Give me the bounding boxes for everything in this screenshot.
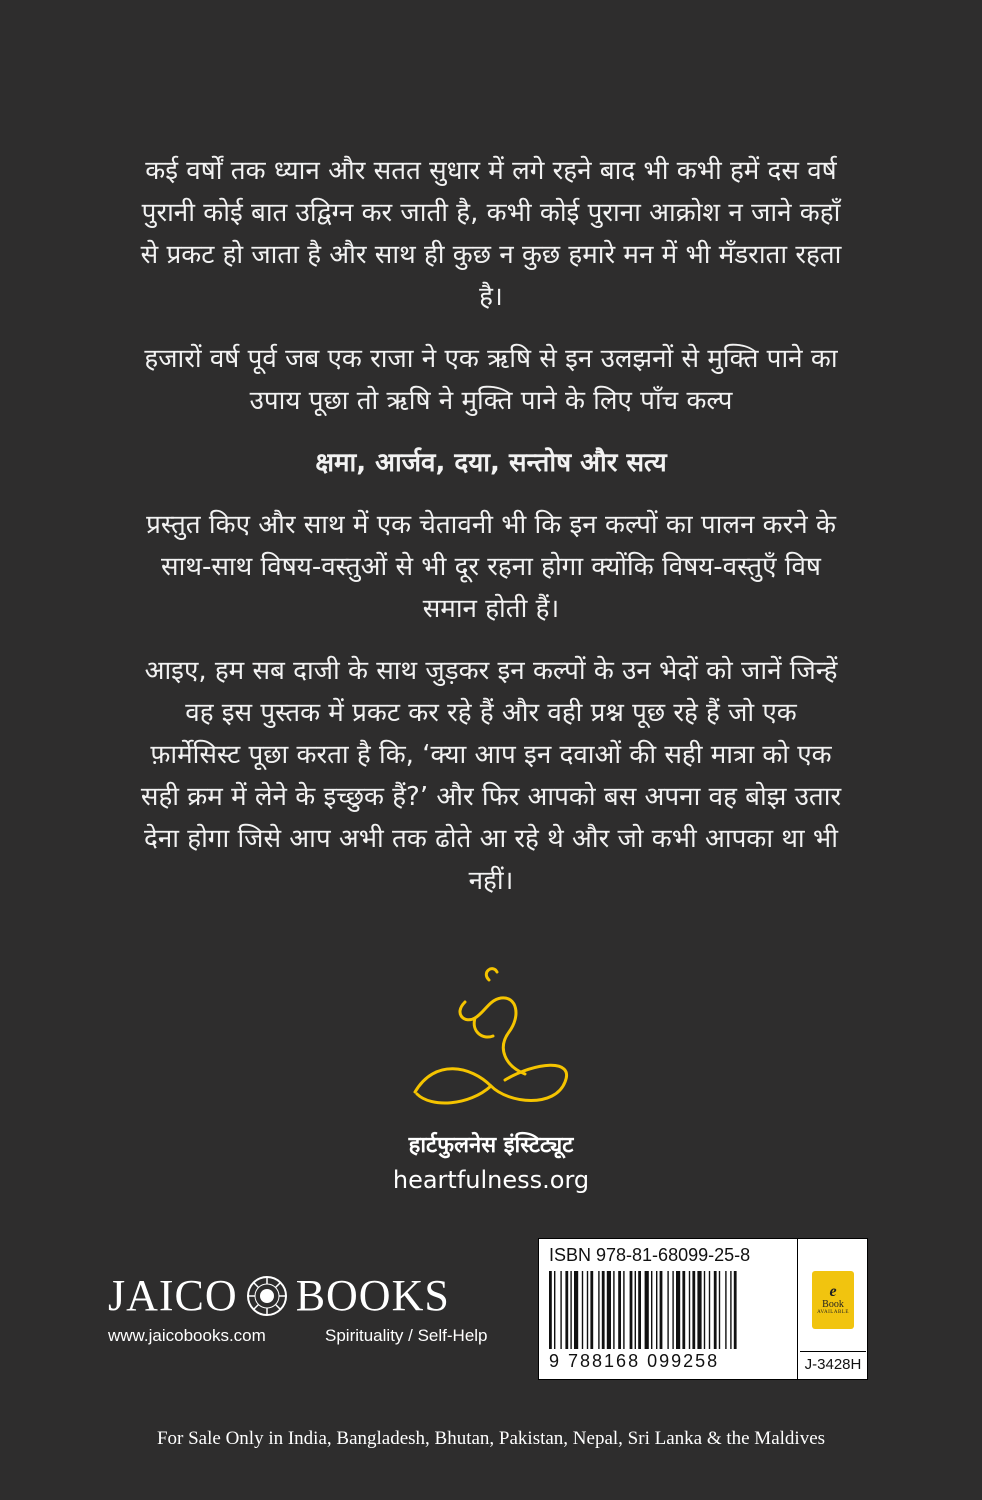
heartfulness-logo-icon xyxy=(405,962,577,1112)
barcode-digits: 9 788168 099258 xyxy=(549,1351,720,1371)
publisher-url[interactable]: www.jaicobooks.com xyxy=(108,1326,266,1345)
publisher-name-left: JAICO xyxy=(108,1271,238,1320)
publisher-name-right: BOOKS xyxy=(295,1271,450,1320)
ebook-available-label: AVAILABLE xyxy=(817,1310,849,1315)
blurb-paragraph-4: आइए, हम सब दाजी के साथ जुड़कर इन कल्पों के उन भेदों को जानें जिन्हें वह इस पुस्तक में प्रकट कर रहे हैं और वही प्रश्न पूछ रहे हैं जो एक फ़ार्मेसिस्ट पूछा करता है कि, ‘क्या आप इन दवाओं की सही मात्रा को एक सही क्रम में लेने के इच्छुक हैं?’ और फिर आपको बस अपना वह बोझ उतार देना होगा जिसे आप अभी तक ढोते आ रहे थे और जो कभी आपका था भी नहीं। xyxy=(140,656,842,896)
book-category: Spirituality / Self-Help xyxy=(325,1326,488,1345)
jaico-seal-icon xyxy=(246,1275,288,1317)
institute-url[interactable]: heartfulness.org xyxy=(392,1166,590,1194)
five-virtues: क्षमा, आर्जव, दया, सन्तोष और सत्य xyxy=(315,448,667,478)
back-cover-blurb xyxy=(140,150,842,922)
blurb-paragraph-1: कई वर्षों तक ध्यान और सतत सुधार में लगे रहने बाद भी कभी हमें दस वर्ष पुरानी कोई बात उद्विग्न कर जाती है, कभी कोई पुराना आक्रोश न जाने कहाँ से प्रकट हो जाता है और साथ ही कुछ न कुछ हमारे मन में भी मँडराता रहता है। xyxy=(140,156,842,312)
ebook-panel xyxy=(797,1239,868,1379)
blurb-paragraph-3: प्रस्तुत किए और साथ में एक चेतावनी भी कि इन कल्पों का पालन करने के साथ-साथ विषय-वस्तुओं से भी दूर रहना होगा क्योंकि विषय-वस्तुएँ विष समान होती हैं। xyxy=(146,510,836,624)
product-code: J-3428H xyxy=(800,1351,866,1373)
isbn-barcode-box xyxy=(538,1238,868,1380)
ebook-available-icon xyxy=(812,1271,854,1329)
blurb-paragraph-2: हजारों वर्ष पूर्व जब एक राजा ने एक ऋषि से इन उलझनों से मुक्ति पाने का उपाय पूछा तो ऋषि ने मुक्ति पाने के लिए पाँच कल्प xyxy=(144,344,838,416)
isbn-label: ISBN 978-81-68099-25-8 xyxy=(549,1245,751,1265)
institute-name: हार्टफुलनेस इंस्टिट्यूट xyxy=(408,1133,574,1158)
territory-notice: For Sale Only in India, Bangladesh, Bhutan, Pakistan, Nepal, Sri Lanka & the Maldives xyxy=(156,1428,826,1449)
barcode-bars xyxy=(549,1271,789,1349)
ebook-book-label: Book xyxy=(822,1299,844,1310)
publisher-logo xyxy=(108,1270,450,1321)
ebook-e: e xyxy=(829,1283,837,1300)
